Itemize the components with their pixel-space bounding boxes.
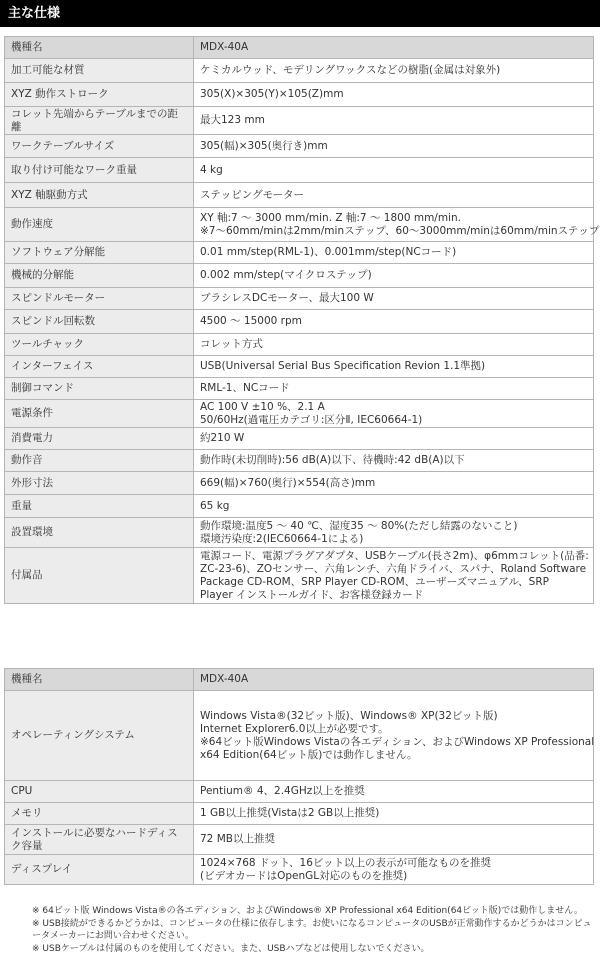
table-row <box>5 378 594 400</box>
table-row <box>5 183 594 208</box>
row-value <box>194 518 594 548</box>
row-value <box>194 158 594 183</box>
row-value <box>194 825 594 855</box>
table-row <box>5 691 594 781</box>
row-value <box>194 183 594 208</box>
value-line: 0.01 mm/step(RML-1)、0.001mm/step(NCコード) <box>200 246 457 258</box>
row-label: 機械的分解能 <box>5 264 194 288</box>
row-label: 機種名 <box>5 37 194 59</box>
table-row <box>5 855 594 885</box>
value-line: XY 軸:7 ～ 3000 mm/min. Z 軸:7 ～ 1800 mm/min. <box>200 211 461 224</box>
spec-table <box>4 36 600 604</box>
section-title: 主な仕様 <box>8 6 61 21</box>
value-line: ブラシレスDCモーター、最大100 W <box>200 292 374 304</box>
row-label: XYZ 動作ストローク <box>5 83 194 107</box>
row-value <box>194 59 594 83</box>
value-line: x64 Edition(64ビット版)では動作しません。 <box>200 748 418 761</box>
value-line: 1 GB以上推奨(Vistaは2 GB以上推奨) <box>200 807 380 819</box>
row-value <box>194 855 594 885</box>
row-label: スピンドルモーター <box>5 288 194 310</box>
row-value <box>194 428 594 450</box>
footnote: ※ 64ビット版 Windows Vista®の各エディション、およびWindows® XP Professional x64 Edition(64ビット版)では動作しません。 <box>32 906 583 916</box>
row-label: インストールに必要なハードディスク容量 <box>5 825 194 855</box>
value-line: 環境汚染度:2(IEC60664-1による) <box>200 532 364 545</box>
row-value <box>194 242 594 264</box>
table-row <box>5 158 594 183</box>
table-row <box>5 400 594 428</box>
table-row <box>5 669 594 691</box>
value-line: MDX-40A <box>200 673 249 685</box>
table-row <box>5 428 594 450</box>
table-row <box>5 59 594 83</box>
value-line: Player インストールガイド、お客様登録カード <box>200 588 424 601</box>
value-line: RML-1、NCコード <box>200 382 290 394</box>
row-label: XYZ 軸駆動方式 <box>5 183 194 208</box>
value-line: AC 100 V ±10 %、2.1 A <box>200 400 325 413</box>
table-row <box>5 242 594 264</box>
value-line: コレット方式 <box>200 338 263 350</box>
row-label: コレット先端からテーブルまでの距離 <box>5 107 194 135</box>
value-line: ※64ビット版Windows Vistaの各エディション、およびWindows XP Professional <box>200 735 595 748</box>
value-line: ケミカルウッド、モデリングワックスなどの樹脂(金属は対象外) <box>200 64 501 76</box>
value-line: 305(X)×305(Y)×105(Z)mm <box>200 88 344 100</box>
row-value <box>194 37 594 59</box>
value-line: MDX-40A <box>200 41 249 53</box>
value-line: USB(Universal Serial Bus Specification Revion 1.1準拠) <box>200 360 486 372</box>
row-value <box>194 107 594 135</box>
row-value <box>194 400 594 428</box>
row-value <box>194 669 594 691</box>
row-value <box>194 548 594 604</box>
row-value <box>194 310 594 334</box>
row-value <box>194 208 600 242</box>
value-line: 動作時(未切削時):56 dB(A)以下、待機時:42 dB(A)以下 <box>200 454 465 466</box>
value-line: 動作環境:温度5 ～ 40 ℃、湿度35 ～ 80%(ただし結露のないこと) <box>200 519 518 532</box>
system-requirements-table <box>4 668 594 885</box>
row-value <box>194 288 594 310</box>
row-value <box>194 135 594 158</box>
row-label: 付属品 <box>5 548 194 604</box>
row-label: ソフトウェア分解能 <box>5 242 194 264</box>
table-row <box>5 356 594 378</box>
row-label: 制御コマンド <box>5 378 194 400</box>
table-row <box>5 208 594 242</box>
row-value <box>194 691 594 781</box>
row-value <box>194 378 594 400</box>
row-label: インターフェイス <box>5 356 194 378</box>
row-value <box>194 83 594 107</box>
value-line: (ビデオカードはOpenGL対応のものを推奨) <box>200 869 408 882</box>
value-line: Windows Vista®(32ビット版)、Windows® XP(32ビット版) <box>200 709 498 722</box>
row-label: 電源条件 <box>5 400 194 428</box>
row-label: メモリ <box>5 803 194 825</box>
table-row <box>5 548 594 604</box>
value-line: 305(幅)×305(奥行き)mm <box>200 139 328 152</box>
value-line: Internet Explorer6.0以上が必要です。 <box>200 722 389 735</box>
value-line: 669(幅)×760(奥行)×554(高さ)mm <box>200 476 376 489</box>
table-row <box>5 781 594 803</box>
value-line: 電源コード、電源プラグアダプタ、USBケーブル(長さ2m)、φ6mmコレット(品番: <box>200 549 589 562</box>
value-line: Package CD-ROM、SRP Player CD-ROM、ユーザーズマニュアル、SRP <box>200 575 549 588</box>
row-value <box>194 495 594 518</box>
footnote: ※ USB接続ができるかどうかは、コンピュータの仕様に依存します。お使いになるコンピュータのUSBが正常動作するかどうかはコンピュータメーカーにお問い合わせください。 <box>32 918 592 941</box>
row-label: 動作音 <box>5 450 194 472</box>
row-value <box>194 781 594 803</box>
table-row <box>5 518 594 548</box>
table-row <box>5 310 594 334</box>
row-value <box>194 472 594 495</box>
table-row <box>5 472 594 495</box>
row-label: ツールチャック <box>5 334 194 356</box>
table-row <box>5 495 594 518</box>
row-label: 重量 <box>5 495 194 518</box>
table-row <box>5 107 594 135</box>
table-row <box>5 450 594 472</box>
footnote: ※ USBケーブルは付属のものを使用してください。また、USBハブなどは使用しないでください。 <box>32 943 430 954</box>
row-label: 取り付け可能なワーク重量 <box>5 158 194 183</box>
row-value <box>194 356 594 378</box>
value-line: ※7～60mm/minは2mm/minステップ、60～3000mm/minは60mm/minステップ <box>200 224 600 237</box>
row-label: 設置環境 <box>5 518 194 548</box>
value-line: 4500 ～ 15000 rpm <box>200 315 302 327</box>
row-value <box>194 264 594 288</box>
row-value <box>194 803 594 825</box>
row-label: ディスプレイ <box>5 855 194 885</box>
value-line: 1024×768 ドット、16ビット以上の表示が可能なものを推奨 <box>200 856 491 869</box>
footnotes <box>32 905 592 955</box>
row-label: 動作速度 <box>5 208 194 242</box>
value-line: 4 kg <box>200 163 223 176</box>
value-line: 0.002 mm/step(マイクロステップ) <box>200 269 372 281</box>
table-row <box>5 825 594 855</box>
value-line: ZC-23-6)、ZOセンサー、六角レンチ、六角ドライバ、スパナ、Roland Software <box>200 562 587 575</box>
table-row <box>5 288 594 310</box>
value-line: 最大123 mm <box>200 114 265 126</box>
row-label: CPU <box>5 781 194 803</box>
table-row <box>5 803 594 825</box>
row-value <box>194 450 594 472</box>
row-value <box>194 334 594 356</box>
row-label: スピンドル回転数 <box>5 310 194 334</box>
value-line: 65 kg <box>200 499 230 512</box>
row-label: 機種名 <box>5 669 194 691</box>
table-row <box>5 135 594 158</box>
value-line: Pentium® 4、2.4GHz以上を推奨 <box>200 785 365 797</box>
value-line: 約210 W <box>200 432 245 444</box>
row-label: 外形寸法 <box>5 472 194 495</box>
row-label: 消費電力 <box>5 428 194 450</box>
value-line: 50/60Hz(過電圧カテゴリ:区分Ⅱ, IEC60664-1) <box>200 413 423 426</box>
value-line: 72 MB以上推奨 <box>200 833 275 845</box>
table-row <box>5 264 594 288</box>
table-row <box>5 37 594 59</box>
row-label: 加工可能な材質 <box>5 59 194 83</box>
value-line: ステッピングモーター <box>200 188 305 201</box>
row-label: ワークテーブルサイズ <box>5 135 194 158</box>
row-label: オペレーティングシステム <box>5 691 194 781</box>
table-row <box>5 334 594 356</box>
table-row <box>5 83 594 107</box>
section-header <box>0 0 600 27</box>
